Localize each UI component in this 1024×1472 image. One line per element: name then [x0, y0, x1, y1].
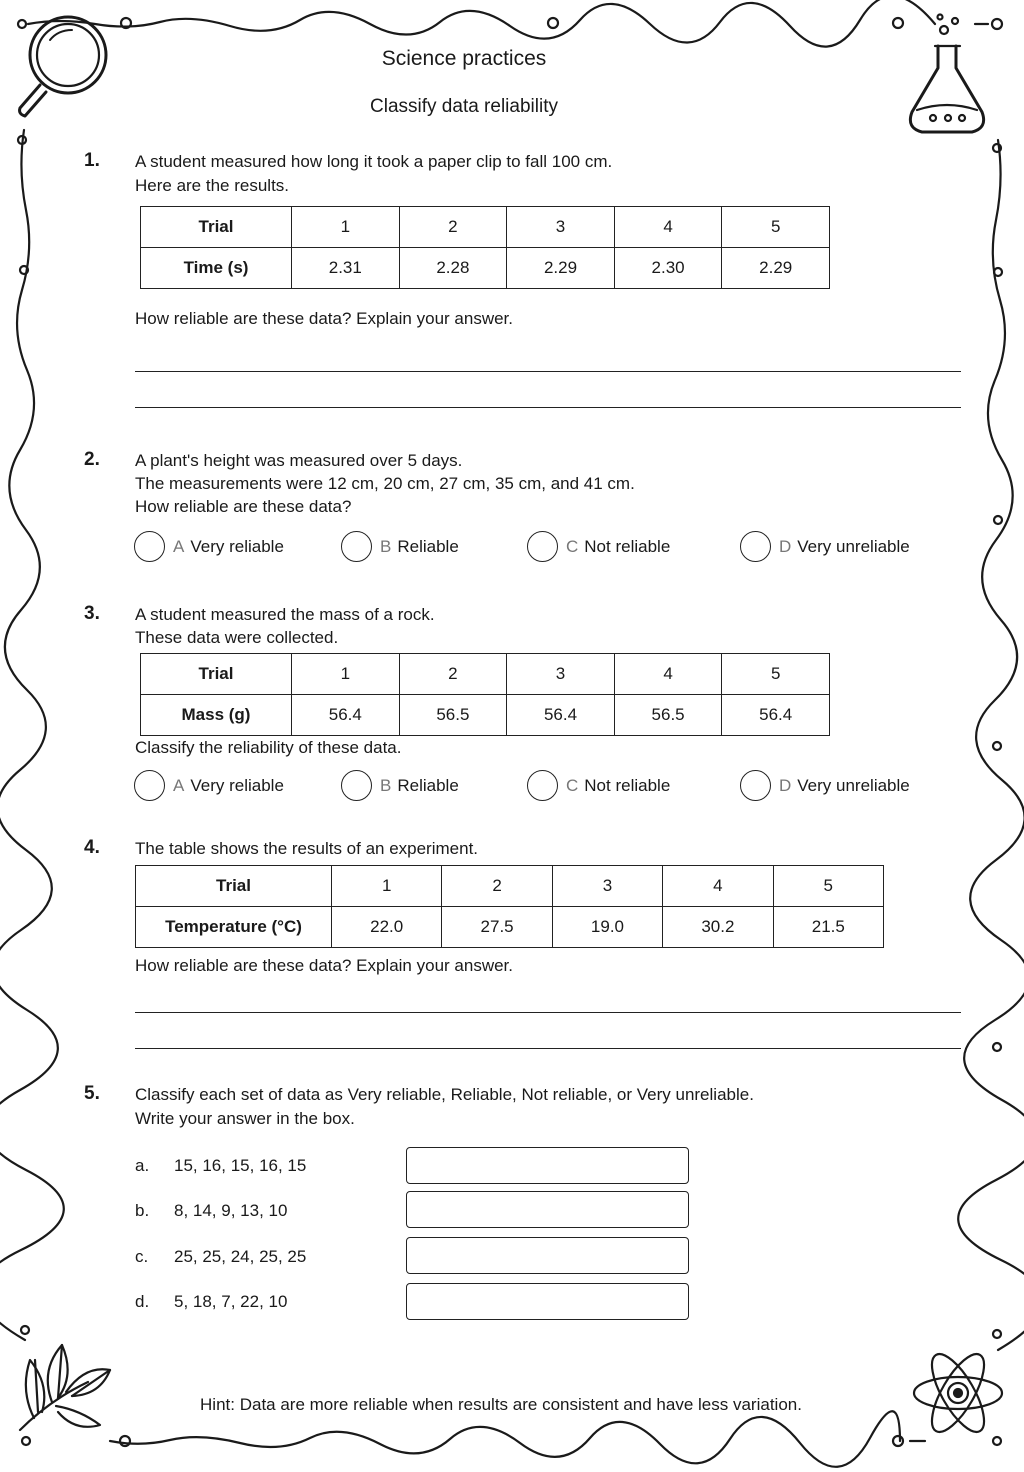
- top-border-dot: [548, 18, 558, 28]
- bottom-border-dot: [893, 1436, 903, 1446]
- table-cell: 1: [292, 654, 400, 695]
- bottom-border-line: [110, 1411, 900, 1467]
- radio-circle[interactable]: [134, 770, 165, 801]
- hint-text: Hint: Data are more reliable when results are consistent and have less variation.: [200, 1395, 802, 1414]
- top-border-line: [28, 0, 935, 47]
- q3-option-c[interactable]: [527, 770, 670, 801]
- q5-item-values: 25, 25, 24, 25, 25: [174, 1247, 307, 1266]
- top-border-dot: [18, 20, 26, 28]
- option-label: Very reliable: [190, 536, 284, 556]
- table-cell: 2.28: [399, 248, 507, 289]
- q2-option-c[interactable]: [527, 531, 670, 562]
- table-cell: 4: [614, 654, 722, 695]
- radio-circle[interactable]: [527, 531, 558, 562]
- bottom-border-dot: [22, 1437, 30, 1445]
- option-label: Not reliable: [584, 775, 671, 795]
- option-letter: C: [566, 775, 579, 795]
- q3-option-a[interactable]: [134, 770, 284, 801]
- table-cell: 3: [552, 866, 662, 907]
- table-cell: 4: [663, 866, 773, 907]
- answer-line[interactable]: [135, 1012, 961, 1013]
- question-1-prompt: How reliable are these data? Explain your answer.: [135, 309, 513, 328]
- right-border-dot: [994, 516, 1002, 524]
- table-row: [141, 207, 830, 248]
- question-2-number: 2.: [84, 449, 100, 470]
- q5-item-label: a.: [135, 1156, 150, 1175]
- table-cell: 2: [399, 654, 507, 695]
- q5-answer-box-c[interactable]: [406, 1237, 689, 1274]
- radio-circle[interactable]: [134, 531, 165, 562]
- q5-answer-box-d[interactable]: [406, 1283, 689, 1320]
- table-row: [136, 907, 884, 948]
- radio-circle[interactable]: [341, 531, 372, 562]
- question-5-text: Write your answer in the box.: [135, 1109, 355, 1128]
- question-4-table: [135, 865, 884, 948]
- table-cell: 19.0: [552, 907, 662, 948]
- question-1-table: [140, 206, 830, 289]
- table-cell: 5: [722, 207, 830, 248]
- table-row: [141, 248, 830, 289]
- radio-circle[interactable]: [527, 770, 558, 801]
- q2-option-d[interactable]: [740, 531, 910, 562]
- table-cell: 2.29: [507, 248, 615, 289]
- q5-answer-box-b[interactable]: [406, 1191, 689, 1228]
- table-header-cell: Trial: [141, 654, 292, 695]
- table-cell: 5: [773, 866, 883, 907]
- option-letter: C: [566, 536, 579, 556]
- table-cell: 56.5: [614, 695, 722, 736]
- q5-item-label: d.: [135, 1292, 150, 1311]
- table-cell: 1: [332, 866, 442, 907]
- question-4-prompt: How reliable are these data? Explain your answer.: [135, 956, 513, 975]
- q5-item-values: 8, 14, 9, 13, 10: [174, 1201, 288, 1220]
- table-header-cell: Trial: [141, 207, 292, 248]
- option-label: Very unreliable: [797, 775, 910, 795]
- table-header-cell: Time (s): [141, 248, 292, 289]
- q3-option-d[interactable]: [740, 770, 910, 801]
- question-2-text: How reliable are these data?: [135, 497, 352, 516]
- table-cell: 56.4: [292, 695, 400, 736]
- right-border-dot: [993, 1043, 1001, 1051]
- question-1-text: A student measured how long it took a paper clip to fall 100 cm.: [135, 152, 613, 171]
- q5-answer-box-a[interactable]: [406, 1147, 689, 1184]
- question-3-text: A student measured the mass of a rock.: [135, 605, 435, 624]
- top-border-dot: [992, 19, 1002, 29]
- left-border-dot: [21, 1326, 29, 1334]
- table-cell: 3: [507, 207, 615, 248]
- atom-icon: [914, 1347, 1002, 1439]
- right-border-dot: [994, 268, 1002, 276]
- table-cell: 30.2: [663, 907, 773, 948]
- table-cell: 2.30: [614, 248, 722, 289]
- question-1-number: 1.: [84, 150, 100, 171]
- q2-option-a[interactable]: [134, 531, 284, 562]
- answer-line[interactable]: [135, 1048, 961, 1049]
- table-cell: 5: [722, 654, 830, 695]
- table-header-cell: Mass (g): [141, 695, 292, 736]
- table-cell: 2.31: [292, 248, 400, 289]
- question-3-text: These data were collected.: [135, 628, 339, 647]
- table-cell: 1: [292, 207, 400, 248]
- table-cell: 22.0: [332, 907, 442, 948]
- left-border-line: [0, 130, 64, 1340]
- radio-circle[interactable]: [740, 531, 771, 562]
- q5-item-label: c.: [135, 1247, 149, 1266]
- question-3-prompt: Classify the reliability of these data.: [135, 738, 402, 757]
- question-4-text: The table shows the results of an experiment.: [135, 839, 479, 858]
- answer-line[interactable]: [135, 407, 961, 408]
- table-cell: 4: [614, 207, 722, 248]
- option-letter: D: [779, 536, 792, 556]
- bottom-border-dot: [993, 1437, 1001, 1445]
- right-border-dot: [993, 742, 1001, 750]
- right-border-dot: [993, 1330, 1001, 1338]
- question-1-text: Here are the results.: [135, 176, 290, 195]
- option-label: Very unreliable: [797, 536, 910, 556]
- q5-item-values: 15, 16, 15, 16, 15: [174, 1156, 307, 1175]
- table-cell: 56.5: [399, 695, 507, 736]
- option-letter: A: [173, 775, 185, 795]
- table-row: [136, 866, 884, 907]
- page-title: Science practices: [381, 47, 547, 70]
- question-5-number: 5.: [84, 1083, 100, 1104]
- table-row: [141, 695, 830, 736]
- table-cell: 56.4: [507, 695, 615, 736]
- q5-item-values: 5, 18, 7, 22, 10: [174, 1292, 288, 1311]
- option-label: Reliable: [397, 536, 459, 556]
- question-5-text: Classify each set of data as Very reliable, Reliable, Not reliable, or Very unreliable.: [135, 1085, 754, 1104]
- bottom-border-dot: [120, 1436, 130, 1446]
- q3-option-b[interactable]: [341, 770, 459, 801]
- option-label: Not reliable: [584, 536, 671, 556]
- q2-option-b[interactable]: [341, 531, 459, 562]
- radio-circle[interactable]: [341, 770, 372, 801]
- table-cell: 2.29: [722, 248, 830, 289]
- right-border-line: [958, 140, 1024, 1350]
- radio-circle[interactable]: [740, 770, 771, 801]
- table-cell: 2: [399, 207, 507, 248]
- question-3-number: 3.: [84, 603, 100, 624]
- question-2-text: A plant's height was measured over 5 days.: [135, 451, 463, 470]
- table-cell: 2: [442, 866, 552, 907]
- q5-item-label: b.: [135, 1201, 150, 1220]
- option-letter: D: [779, 775, 792, 795]
- table-header-cell: Trial: [136, 866, 332, 907]
- option-letter: B: [380, 536, 392, 556]
- page-subtitle: Classify data reliability: [370, 96, 558, 117]
- table-cell: 27.5: [442, 907, 552, 948]
- question-4-number: 4.: [84, 837, 100, 858]
- table-cell: 3: [507, 654, 615, 695]
- leaves-icon: [20, 1345, 110, 1430]
- answer-line[interactable]: [135, 371, 961, 372]
- option-label: Reliable: [397, 775, 459, 795]
- option-label: Very reliable: [190, 775, 284, 795]
- table-row: [141, 654, 830, 695]
- table-cell: 21.5: [773, 907, 883, 948]
- option-letter: B: [380, 775, 392, 795]
- question-3-table: [140, 653, 830, 736]
- option-letter: A: [173, 536, 185, 556]
- question-2-text: The measurements were 12 cm, 20 cm, 27 cm, 35 cm, and 41 cm.: [135, 474, 635, 493]
- top-border-dot: [893, 18, 903, 28]
- table-cell: 56.4: [722, 695, 830, 736]
- table-header-cell: Temperature (°C): [136, 907, 332, 948]
